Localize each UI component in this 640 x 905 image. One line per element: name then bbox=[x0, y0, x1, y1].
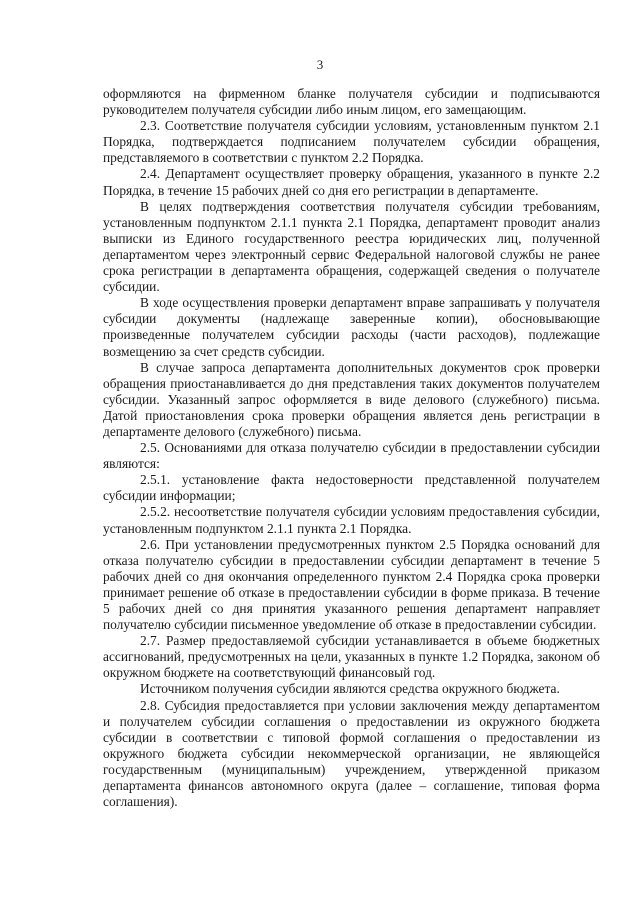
paragraph-2-5-2: 2.5.2. несоответствие получателя субсидии условиям предоставления субсидии, установленным подпунктом 2.1.1 пункта 2.1 Порядка. bbox=[103, 504, 600, 536]
paragraph-2-3: 2.3. Соответствие получателя субсидии условиям, установленным пунктом 2.1 Порядка, подтверждается подписанием получателем субсидии обращения, представляемого в соответствии с пунктом 2.2 Порядка. bbox=[103, 118, 600, 166]
paragraph-suspension: В случае запроса департамента дополнительных документов срок проверки обращения приостанавливается до дня представления таких документов получателем субсидии. Указанный запрос оформляется в виде делового (служебного) письма. Датой приостановления срока проверки обращения является день регистрации в департаменте делового (служебного) письма. bbox=[103, 359, 600, 439]
document-body bbox=[103, 86, 600, 810]
paragraph-2-4: 2.4. Департамент осуществляет проверку обращения, указанного в пункте 2.2 Порядка, в течение 15 рабочих дней со дня его регистрации в департаменте. bbox=[103, 166, 600, 198]
paragraph-verification-purpose: В целях подтверждения соответствия получателя субсидии требованиям, установленным подпунктом 2.1.1 пункта 2.1 Порядка, департамент проводит анализ выписки из Единого государственного реестра юридических лиц, полученной департаментом через электронный сервис Федеральной налоговой службы не ранее срока регистрации в департамента обращения, содержащей сведения о получателе субсидии. bbox=[103, 198, 600, 295]
paragraph-2-8: 2.8. Субсидия предоставляется при условии заключения между департаментом и получателем субсидии соглашения о предоставлении из окружного бюджета субсидии в соответствии с типовой формой соглашения о предоставлении из окружного бюджета субсидии некоммерческой организации, не являющейся государственным (муниципальным) учреждением, утвержденной приказом департамента финансов автономного округа (далее – соглашение, типовая форма соглашения). bbox=[103, 697, 600, 810]
paragraph-2-6: 2.6. При установлении предусмотренных пунктом 2.5 Порядка оснований для отказа получателю субсидии в предоставлении субсидии департамент в течение 5 рабочих дней со дня окончания определенного пунктом 2.4 Порядка срока проверки принимает решение об отказе в предоставлении субсидии в форме приказа. В течение 5 рабочих дней со дня принятия указанного решения департамент направляет получателю субсидии письменное уведомление об отказе в предоставлении субсидии. bbox=[103, 536, 600, 633]
paragraph-document-request: В ходе осуществления проверки департамент вправе запрашивать у получателя субсидии документы (надлежаще заверенные копии), обосновывающие произведенные получателем субсидии расходы (части расходов), подлежащие возмещению за счет средств субсидии. bbox=[103, 295, 600, 359]
page-number: 3 bbox=[316, 57, 324, 72]
paragraph-funding-source: Источником получения субсидии являются средства окружного бюджета. bbox=[140, 681, 560, 697]
paragraph-continuation: оформляются на фирменном бланке получателя субсидии и подписываются руководителем получателя субсидии либо иным лицом, его замещающим. bbox=[103, 86, 600, 118]
paragraph-2-5-1: 2.5.1. установление факта недостоверности представленной получателем субсидии информации; bbox=[103, 472, 600, 504]
paragraph-2-5: 2.5. Основаниями для отказа получателю субсидии в предоставлении субсидии являются: bbox=[103, 440, 600, 472]
paragraph-2-7: 2.7. Размер предоставляемой субсидии устанавливается в объеме бюджетных ассигнований, предусмотренных на цели, указанных в пункте 1.2 Порядка, законом об окружном бюджете на соответствующий финансовый год. bbox=[103, 633, 600, 681]
